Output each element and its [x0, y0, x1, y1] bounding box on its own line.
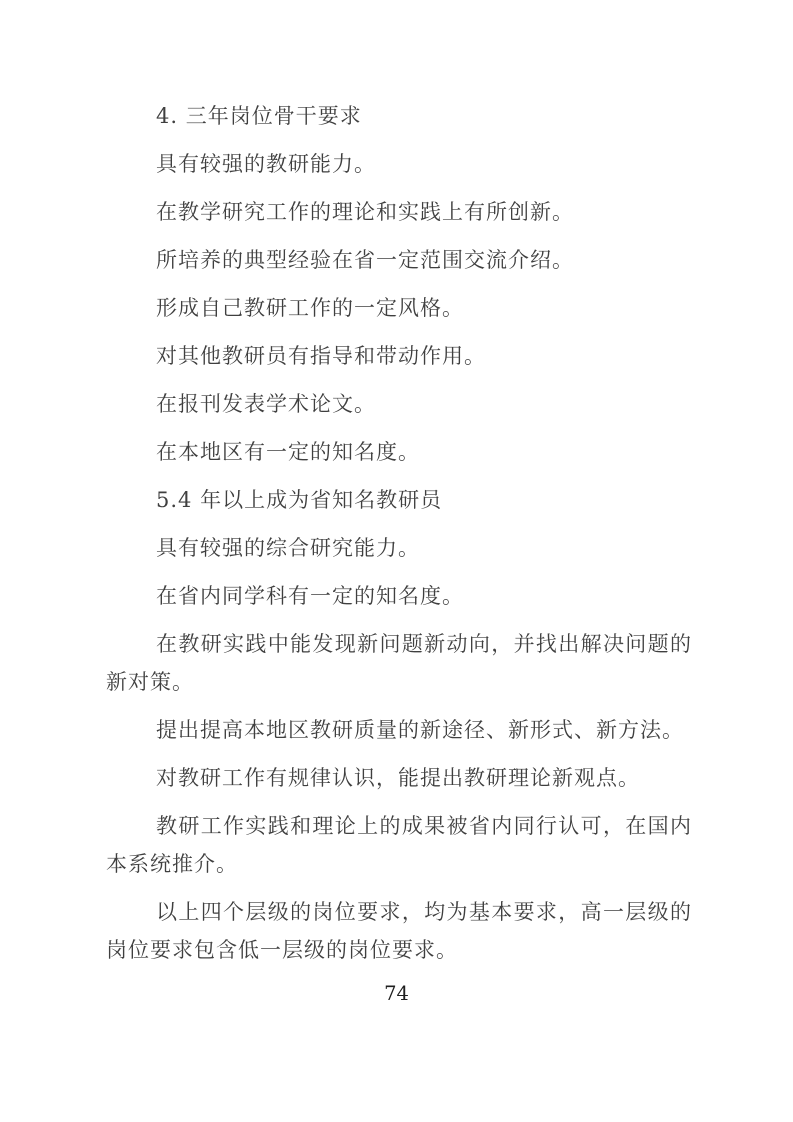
paragraph: 具有较强的教研能力。 — [156, 152, 376, 176]
paragraph: 所培养的典型经验在省一定范围交流介绍。 — [156, 248, 574, 272]
paragraph: 具有较强的综合研究能力。 — [156, 536, 420, 560]
paragraph: 在报刊发表学术论文。 — [156, 392, 376, 416]
paragraph: 提出提高本地区教研质量的新途径、新形式、新方法。 — [156, 718, 684, 742]
paragraph: 对教研工作有规律认识，能提出教研理论新观点。 — [156, 766, 640, 790]
paragraph: 以上四个层级的岗位要求，均为基本要求，高一层级的岗位要求包含低一层级的岗位要求。 — [106, 900, 692, 962]
paragraph: 形成自己教研工作的一定风格。 — [156, 296, 464, 320]
paragraph-heading-4: 4. 三年岗位骨干要求 — [156, 104, 362, 128]
paragraph: 在教研实践中能发现新问题新动向，并找出解决问题的新对策。 — [106, 632, 692, 694]
paragraph: 教研工作实践和理论上的成果被省内同行认可，在国内本系统推介。 — [106, 814, 692, 876]
paragraph-heading-5: 5.4 年以上成为省知名教研员 — [156, 488, 443, 512]
paragraph: 在本地区有一定的知名度。 — [156, 440, 420, 464]
paragraph: 在省内同学科有一定的知名度。 — [156, 584, 464, 608]
document-body — [106, 97, 692, 979]
page-number: 74 — [384, 982, 409, 1005]
paragraph: 在教学研究工作的理论和实践上有所创新。 — [156, 200, 574, 224]
paragraph: 对其他教研员有指导和带动作用。 — [156, 344, 486, 368]
